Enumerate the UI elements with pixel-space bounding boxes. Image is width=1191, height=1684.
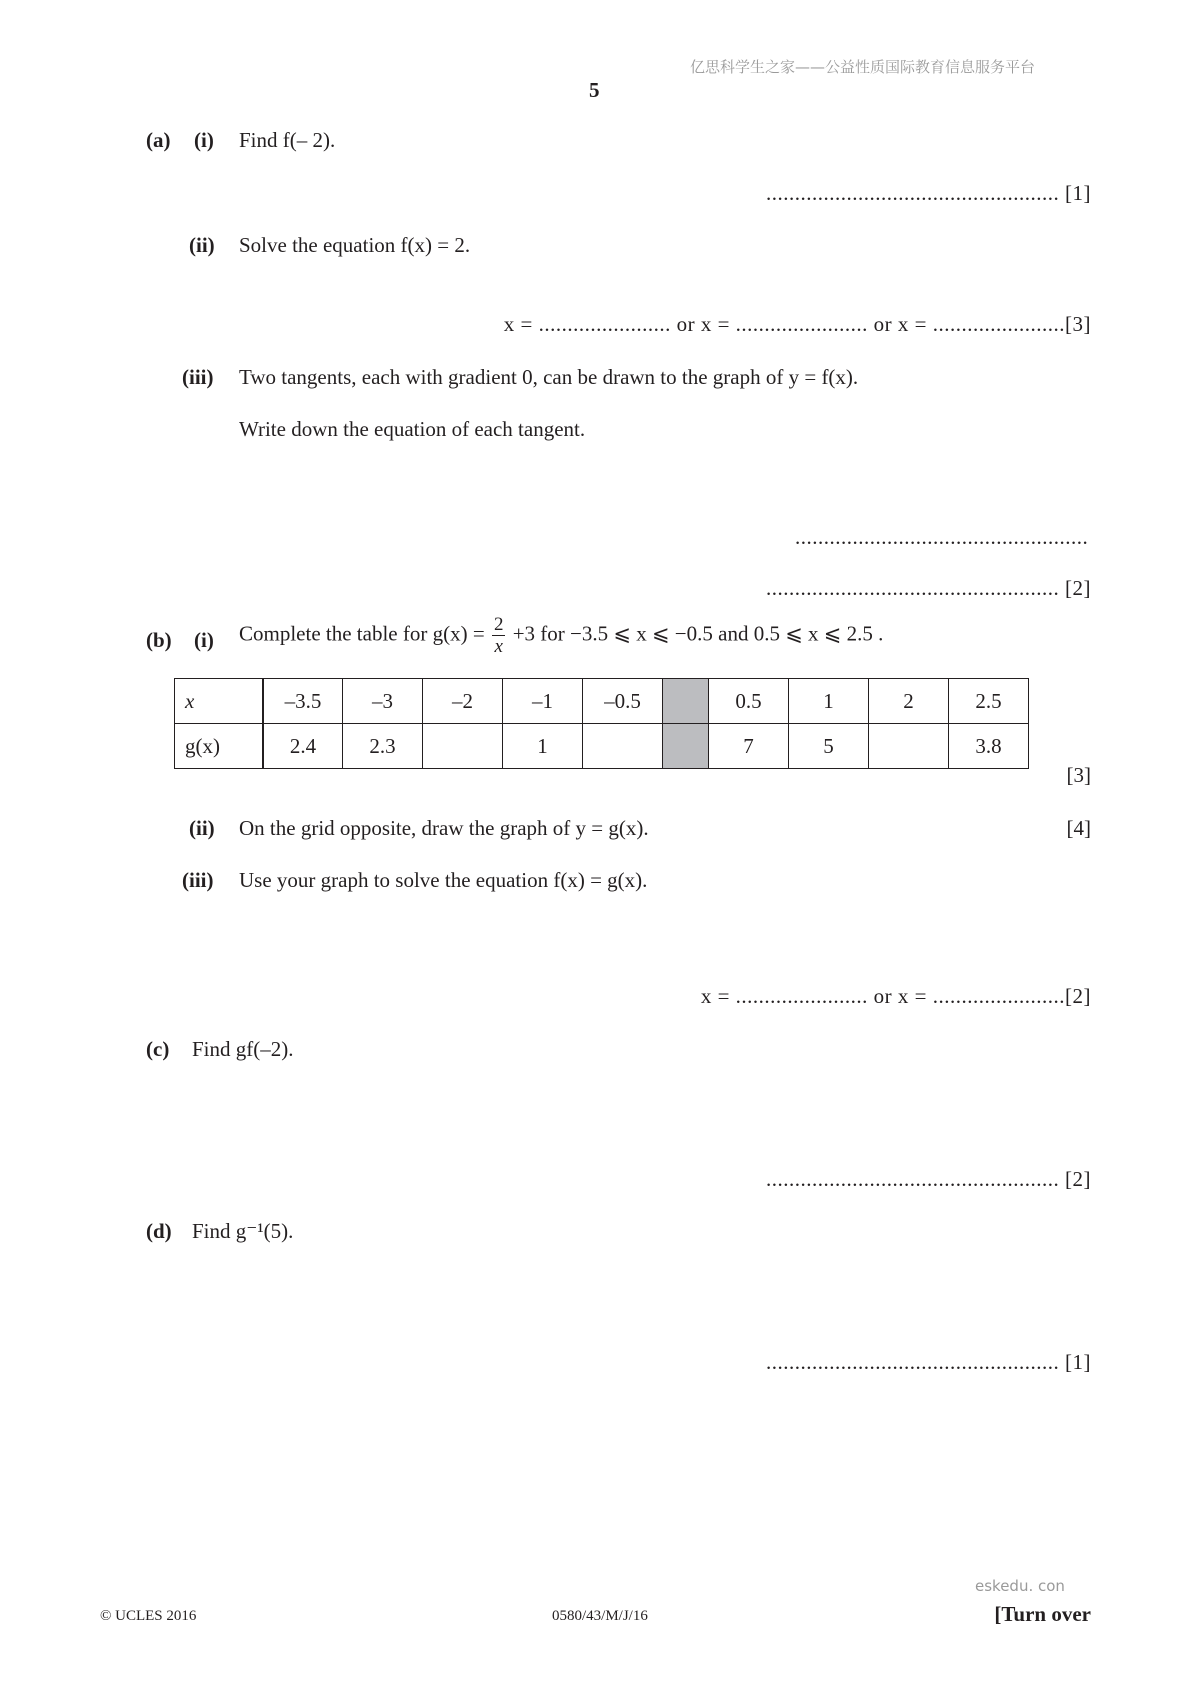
table-cell-x: 1 — [789, 679, 869, 724]
table-row-g — [175, 724, 1029, 769]
part-a-iii-label: (iii) — [182, 365, 214, 389]
part-a-i-label: (i) — [194, 128, 214, 152]
table-cell-x: –0.5 — [583, 679, 663, 724]
table-cell-g[interactable]: 5 — [789, 724, 869, 769]
table-cell-x: 2 — [869, 679, 949, 724]
part-b-iii-label: (iii) — [182, 868, 214, 892]
part-b-i-prompt-prefix: Complete the table for g(x) = — [239, 621, 485, 646]
part-b-i-prompt — [239, 615, 883, 656]
part-b-ii-marks: [4] — [1066, 816, 1091, 840]
table-cell-g-blank[interactable] — [423, 724, 503, 769]
part-a-ii-answer-line[interactable]: x = ....................... or x = ....................... or x = .......................[3] — [503, 312, 1091, 336]
fraction-2-over-x — [492, 615, 506, 656]
table-cell-g-blank[interactable] — [869, 724, 949, 769]
part-a-i-prompt: Find f(– 2). — [239, 128, 336, 152]
part-b-iii-answer-line[interactable]: x = ....................... or x = .......................[2] — [700, 984, 1091, 1008]
part-a-label: (a) — [146, 128, 171, 152]
part-d-answer-line[interactable]: ................................................... [1] — [766, 1350, 1091, 1374]
watermark-bottom: eskedu. con — [975, 1577, 1065, 1595]
part-a-iii-instruction: Write down the equation of each tangent. — [239, 417, 586, 441]
table-cell-x: –3.5 — [263, 679, 343, 724]
table-cell-shaded — [663, 679, 709, 724]
fraction-denominator: x — [494, 636, 503, 657]
part-c-prompt: Find gf(–2). — [192, 1037, 294, 1061]
part-b-ii-prompt: On the grid opposite, draw the graph of y = g(x). — [239, 816, 649, 840]
part-a-ii-label: (ii) — [189, 233, 215, 257]
part-b-label: (b) — [146, 628, 172, 652]
part-a-iii-answer-line-2[interactable]: ................................................... [2] — [766, 576, 1091, 600]
table-cell-g[interactable]: 1 — [503, 724, 583, 769]
footer-copyright: © UCLES 2016 — [100, 1608, 197, 1624]
part-c-label: (c) — [146, 1037, 170, 1061]
part-a-iii-prompt: Two tangents, each with gradient 0, can be drawn to the graph of y = f(x). — [239, 365, 859, 389]
table-cell-x: –3 — [343, 679, 423, 724]
part-b-i-prompt-suffix: +3 for −3.5 ⩽ x ⩽ −0.5 and 0.5 ⩽ x ⩽ 2.5 . — [512, 621, 884, 646]
table-cell-g[interactable]: 2.4 — [263, 724, 343, 769]
part-d-prompt: Find g⁻¹(5). — [192, 1219, 294, 1243]
part-b-iii-prompt: Use your graph to solve the equation f(x) = g(x). — [239, 868, 648, 892]
table-header-g: g(x) — [175, 724, 264, 769]
part-b-i-label: (i) — [194, 628, 214, 652]
table-cell-g[interactable]: 2.3 — [343, 724, 423, 769]
table-cell-x: 0.5 — [709, 679, 789, 724]
table-cell-x: –2 — [423, 679, 503, 724]
part-d-label: (d) — [146, 1219, 172, 1243]
table-cell-g-blank[interactable] — [583, 724, 663, 769]
part-b-i-marks: [3] — [1066, 763, 1091, 787]
table-row-x — [175, 679, 1029, 724]
part-c-answer-line[interactable]: ................................................... [2] — [766, 1167, 1091, 1191]
table-cell-g[interactable]: 3.8 — [949, 724, 1029, 769]
table-cell-x: –1 — [503, 679, 583, 724]
fraction-numerator: 2 — [493, 614, 504, 635]
table-cell-g[interactable]: 7 — [709, 724, 789, 769]
table-header-x: x — [175, 679, 264, 724]
table-cell-x: 2.5 — [949, 679, 1029, 724]
values-table — [174, 678, 1029, 769]
watermark-top: 亿思科学生之家——公益性质国际教育信息服务平台 — [690, 58, 1036, 76]
table-cell-shaded — [663, 724, 709, 769]
part-a-iii-answer-line-1[interactable]: ................................................... — [795, 525, 1089, 549]
footer-paper-code: 0580/43/M/J/16 — [552, 1608, 648, 1624]
footer-turn-over: [Turn over — [994, 1602, 1091, 1626]
part-a-ii-prompt: Solve the equation f(x) = 2. — [239, 233, 471, 257]
part-a-i-answer-line[interactable]: ................................................... [1] — [766, 181, 1091, 205]
part-b-ii-label: (ii) — [189, 816, 215, 840]
page-number: 5 — [589, 78, 600, 102]
